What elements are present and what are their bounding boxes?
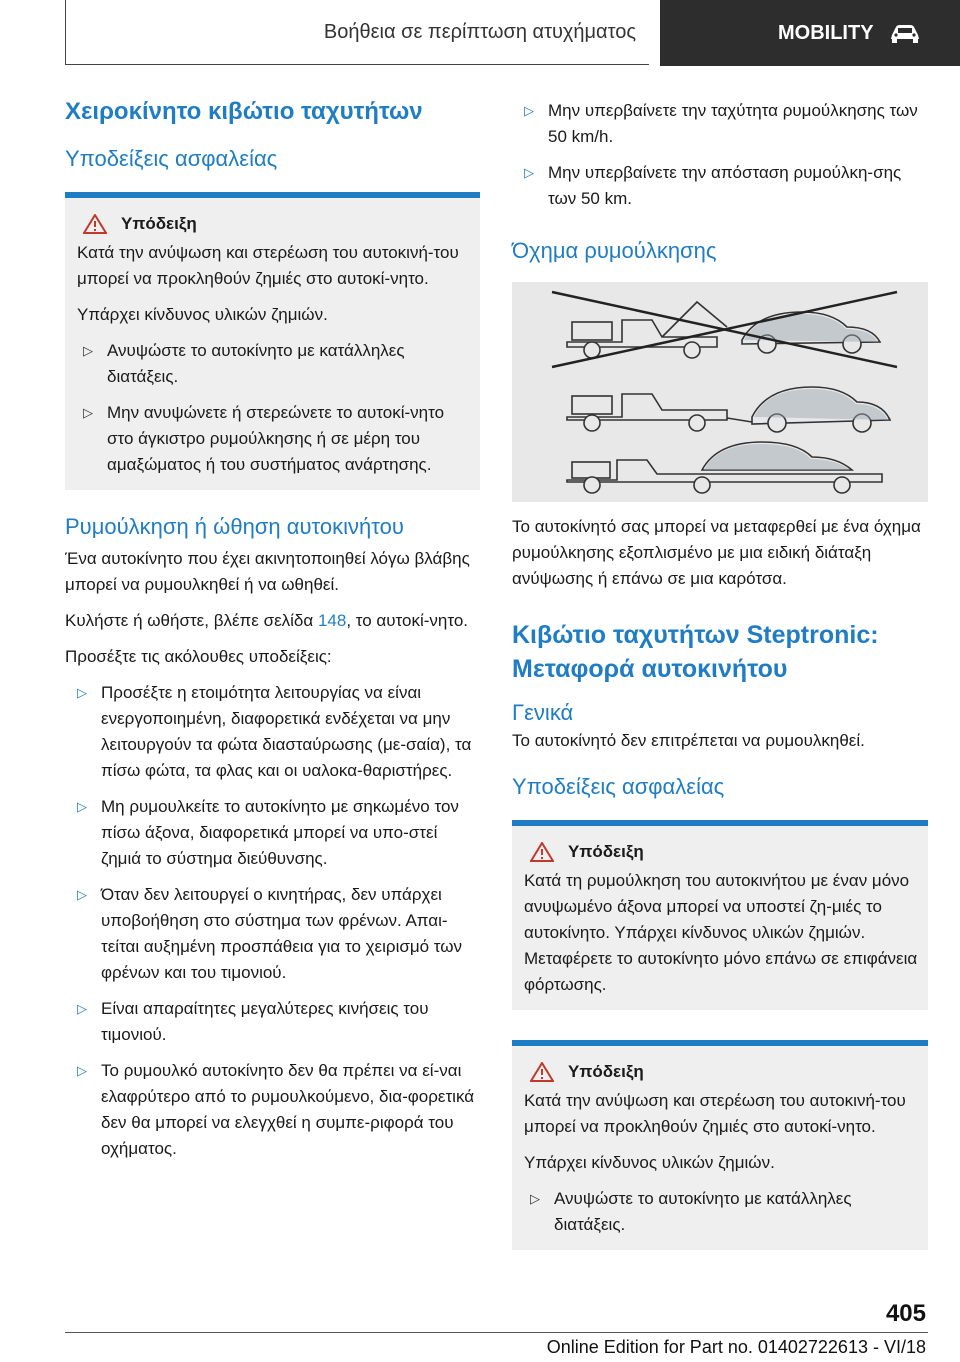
- towing-notes-intro: Προσέξτε τις ακόλουθες υποδείξεις:: [65, 647, 332, 666]
- triangle-bullet-icon: ▷: [77, 887, 87, 902]
- chapter-title: Βοήθεια σε περίπτωση ατυχήματος: [323, 20, 636, 43]
- triangle-bullet-icon: ▷: [524, 103, 534, 118]
- page-number: 405: [885, 1300, 926, 1327]
- list-item: ▷ Είναι απαραίτητες μεγαλύτερες κινήσεις του τιμονιού.: [65, 996, 480, 1048]
- list-item: ▷ Μην ανυψώνετε ή στερεώνετε το αυτοκί-νητο στο άγκιστρο ρυμούλκησης ή σε μέρη του αμαξώματος ή του συστήματος ανάρτησης.: [71, 400, 474, 478]
- triangle-bullet-icon: ▷: [83, 405, 93, 420]
- section-label: MOBILITY: [778, 21, 874, 44]
- list-item: ▷ Ανυψώστε το αυτοκίνητο με κατάλληλες διατάξεις.: [518, 1186, 922, 1238]
- left-column: [65, 96, 480, 1162]
- subheading-safety: Υποδείξεις ασφαλείας: [65, 146, 278, 171]
- note-list: [518, 1186, 922, 1238]
- towing-intro: Ένα αυτοκίνητο που έχει ακινητοποιηθεί λόγω βλάβης μπορεί να ρυμουλκηθεί ή να ωθηθεί.: [65, 549, 470, 594]
- page-link[interactable]: 148: [317, 611, 347, 630]
- general-text: Το αυτοκίνητό δεν επιτρέπεται να ρυμουλκηθεί.: [512, 731, 865, 750]
- list-item: ▷ Μην υπερβαίνετε την απόσταση ρυμούλκη-σης των 50 km.: [512, 160, 928, 212]
- tow-vehicles-illustration: [512, 282, 928, 502]
- note-risk: Υπάρχει κίνδυνος υλικών ζημιών.: [77, 305, 328, 324]
- heading-steptronic: Κιβώτιο ταχυτήτων Steptronic: Μεταφορά αυτοκινήτου: [512, 621, 879, 683]
- towing-list: [65, 680, 480, 1162]
- note-text: Κατά την ανύψωση και στερέωση του αυτοκινή-του μπορεί να προκληθούν ζημιές στο αυτοκί-νητο.: [524, 1091, 906, 1136]
- heading-manual-gearbox: Χειροκίνητο κιβώτιο ταχυτήτων: [65, 98, 423, 125]
- note-text: Κατά την ανύψωση και στερέωση του αυτοκινή-του μπορεί να προκληθούν ζημιές στο αυτοκί-νητο.: [77, 243, 459, 288]
- footer-rule: [65, 1332, 928, 1333]
- list-item: ▷ Ανυψώστε το αυτοκίνητο με κατάλληλες διατάξεις.: [71, 338, 474, 390]
- triangle-bullet-icon: ▷: [77, 799, 87, 814]
- triangle-bullet-icon: ▷: [77, 1001, 87, 1016]
- towing-reference: Κυλήστε ή ωθήστε, βλέπε σελίδα 148, το αυτοκί-νητο.: [65, 611, 469, 630]
- triangle-bullet-icon: ▷: [530, 1191, 540, 1206]
- warning-note-lifting: [512, 1040, 928, 1250]
- list-item: ▷ Μην υπερβαίνετε την ταχύτητα ρυμούλκησης των 50 km/h.: [512, 98, 928, 150]
- warning-triangle-icon: [83, 214, 107, 234]
- right-column: [512, 98, 928, 1250]
- warning-triangle-icon: [530, 842, 554, 862]
- edition-text: Online Edition for Part no. 01402722613 - VI/18: [546, 1337, 926, 1357]
- list-item: ▷ Προσέξτε η ετοιμότητα λειτουργίας να είναι ενεργοποιημένη, διαφορετικά ενδέχεται να μην λειτουργούν τα φώτα διασταύρωσης (με-σαία), τα πίσω φώτα, τα φλας και οι υαλοκα-θαριστήρες.: [65, 680, 480, 784]
- subheading-tow-vehicle: Όχημα ρυμούλκησης: [512, 238, 717, 263]
- triangle-bullet-icon: ▷: [83, 343, 93, 358]
- warning-triangle-icon: [530, 1062, 554, 1082]
- list-item: ▷ Το ρυμουλκό αυτοκίνητο δεν θα πρέπει να εί-ναι ελαφρύτερο από το ρυμουλκούμενο, δια-φορετικά δεν θα μπορεί να ελεγχθεί η συμπε-ριφορά του οχήματος.: [65, 1058, 480, 1162]
- note-title: Υπόδειξη: [83, 214, 474, 234]
- warning-note: [65, 192, 480, 490]
- section-tab[interactable]: [660, 0, 960, 66]
- note-list: [71, 338, 474, 478]
- subheading-safety-2: Υποδείξεις ασφαλείας: [512, 774, 725, 799]
- subheading-general: Γενικά: [512, 700, 574, 725]
- list-item: ▷ Μη ρυμουλκείτε το αυτοκίνητο με σηκωμένο τον πίσω άξονα, διαφορετικά μπορεί να υπο-στεί ζημιά το σύστημα διεύθυνσης.: [65, 794, 480, 872]
- note-title: Υπόδειξη: [530, 1062, 922, 1082]
- note-risk: Υπάρχει κίνδυνος υλικών ζημιών.: [524, 1153, 775, 1172]
- subheading-towing: Ρυμούλκηση ή ώθηση αυτοκινήτου: [65, 514, 404, 539]
- triangle-bullet-icon: ▷: [77, 685, 87, 700]
- note-title: Υπόδειξη: [530, 842, 922, 862]
- note-text: Κατά τη ρυμούλκηση του αυτοκινήτου με έναν μόνο ανυψωμένο άξονα μπορεί να υποστεί ζη-μιές το αυτοκίνητο. Υπάρχει κίνδυνος υλικών ζημιών. Μεταφέρετε το αυτοκίνητο μόνο επάνω σε επιφάνεια φόρτωσης.: [524, 871, 918, 994]
- image-caption: Το αυτοκίνητό σας μπορεί να μεταφερθεί με ένα όχημα ρυμούλκησης εξοπλισμένο με μια ειδική διάταξη ανύψωσης ή επάνω σε μια καρότσα.: [512, 517, 921, 588]
- triangle-bullet-icon: ▷: [77, 1063, 87, 1078]
- list-item: ▷ Όταν δεν λειτουργεί ο κινητήρας, δεν υπάρχει υποβοήθηση στο σύστημα των φρένων. Απαι-τείται αυξημένη προσπάθεια για το χειρισμό των φρένων και του τιμονιού.: [65, 882, 480, 986]
- header-rule-horizontal: [65, 64, 649, 65]
- warning-note-single-axle: [512, 820, 928, 1010]
- tow-trucks-diagram: [512, 282, 928, 502]
- towing-limits-list: [512, 98, 928, 212]
- car-icon: [888, 22, 922, 44]
- triangle-bullet-icon: ▷: [524, 165, 534, 180]
